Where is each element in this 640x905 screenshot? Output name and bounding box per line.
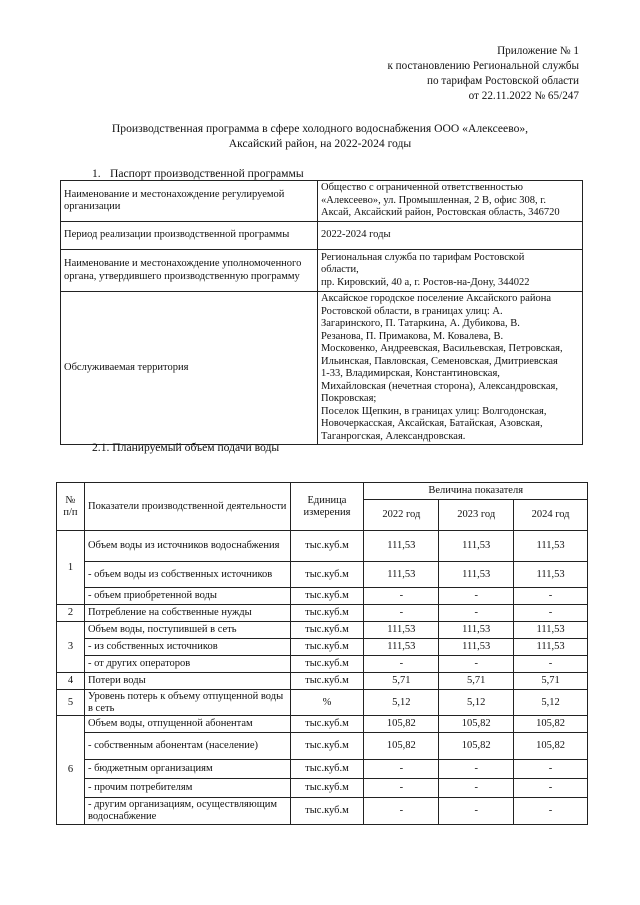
volume-table	[56, 482, 588, 825]
value-cell: -	[364, 798, 439, 825]
value-cell: 105,82	[439, 733, 514, 760]
table-row	[57, 716, 588, 733]
value-cell: -	[439, 588, 514, 605]
unit-cell: %	[290, 690, 364, 716]
value-line: Новочеркасская, Аксайская, Батайская, Азовская,	[321, 418, 543, 429]
value-cell: -	[439, 760, 514, 779]
table-row	[57, 673, 588, 690]
value-cell: 111,53	[439, 622, 514, 639]
appendix-line: к постановлению Региональной службы	[387, 60, 579, 72]
section-title: Паспорт производственной программы	[110, 167, 304, 180]
value-cell: -	[439, 779, 514, 798]
col-header-indicator: Показатели производственной деятельности	[84, 483, 290, 531]
value-cell: 111,53	[439, 531, 514, 562]
indicator-cell: Потери воды	[84, 673, 290, 690]
value-cell: 5,71	[514, 673, 588, 690]
value-cell: -	[364, 656, 439, 673]
indicator-cell: - прочим потребителям	[84, 779, 290, 798]
value-line: Поселок Щепкин, в границах улиц: Волгодонская,	[321, 405, 547, 417]
value-cell: -	[514, 798, 588, 825]
value-cell: -	[439, 656, 514, 673]
row-number: 2	[57, 605, 85, 622]
indicator-cell: - из собственных источников	[84, 639, 290, 656]
unit-cell: тыс.куб.м	[290, 716, 364, 733]
table-row	[57, 588, 588, 605]
value-cell: 5,12	[439, 690, 514, 716]
unit-cell: тыс.куб.м	[290, 605, 364, 622]
volume-table-body	[57, 531, 588, 825]
value-cell: -	[364, 588, 439, 605]
indicator-cell: Объем воды из источников водоснабжения	[84, 531, 290, 562]
table-row	[57, 733, 588, 760]
value-line: Михайловская (нечетная сторона), Александровская,	[321, 380, 558, 392]
passport-value	[318, 181, 583, 222]
passport-value	[318, 222, 583, 250]
indicator-cell: Объем воды, отпущенной абонентам	[84, 716, 290, 733]
section-title: 2.1. Планируемый объем подачи воды	[92, 441, 280, 454]
table-header-row	[57, 483, 588, 500]
value-line: Аксайское городское поселение Аксайского района	[321, 293, 552, 304]
value-cell: -	[364, 760, 439, 779]
unit-cell: тыс.куб.м	[290, 733, 364, 760]
unit-cell: тыс.куб.м	[290, 588, 364, 605]
table-row	[57, 690, 588, 716]
section-number: 1.	[92, 167, 101, 180]
passport-table	[60, 180, 583, 445]
value-cell: 105,82	[364, 716, 439, 733]
table-row	[61, 250, 583, 292]
value-line: Московенко, Андреевская, Васильевская, Петровская,	[321, 343, 563, 354]
indicator-cell: - собственным абонентам (население)	[84, 733, 290, 760]
value-line: пр. Кировский, 40 а, г. Ростов-на-Дону, 344022	[321, 276, 530, 288]
table-row	[57, 760, 588, 779]
table-row	[57, 531, 588, 562]
value-cell: 105,82	[514, 716, 588, 733]
unit-cell: тыс.куб.м	[290, 639, 364, 656]
unit-cell: тыс.куб.м	[290, 562, 364, 588]
appendix-line: Приложение № 1	[497, 45, 579, 57]
document-title	[60, 121, 580, 151]
indicator-cell: Объем воды, поступившей в сеть	[84, 622, 290, 639]
indicator-cell: Уровень потерь к объему отпущенной воды в сеть	[84, 690, 290, 716]
col-header-value-group: Величина показателя	[364, 483, 588, 500]
col-header-year: 2023 год	[439, 500, 514, 531]
value-cell: 105,82	[439, 716, 514, 733]
value-cell: 111,53	[514, 622, 588, 639]
value-cell: -	[439, 605, 514, 622]
value-line: области,	[321, 264, 359, 276]
unit-cell: тыс.куб.м	[290, 531, 364, 562]
indicator-cell: Потребление на собственные нужды	[84, 605, 290, 622]
appendix-header	[387, 44, 579, 104]
unit-cell: тыс.куб.м	[290, 673, 364, 690]
col-header-num: № п/п	[57, 483, 85, 531]
value-line: Ростовской области, в границах улиц: А.	[321, 305, 503, 317]
indicator-cell: - от других операторов	[84, 656, 290, 673]
passport-label: Наименование и местонахождение уполномоченного органа, утвердившего производственную программу	[61, 250, 318, 292]
passport-label: Наименование и местонахождение регулируемой организации	[61, 181, 318, 222]
row-number: 3	[57, 622, 85, 673]
table-row	[57, 656, 588, 673]
value-line: Таганрогская, Александровская.	[321, 430, 466, 442]
table-row	[61, 181, 583, 222]
title-line: Аксайский район, на 2022-2024 годы	[228, 137, 412, 150]
unit-cell: тыс.куб.м	[290, 656, 364, 673]
value-cell: 5,12	[364, 690, 439, 716]
passport-value	[318, 250, 583, 292]
unit-cell: тыс.куб.м	[290, 760, 364, 779]
value-cell: 111,53	[364, 639, 439, 656]
section-1-heading	[92, 167, 304, 181]
value-cell: 111,53	[514, 531, 588, 562]
table-row	[57, 639, 588, 656]
value-cell: 111,53	[364, 562, 439, 588]
table-row	[57, 798, 588, 825]
value-cell: 105,82	[364, 733, 439, 760]
value-line: Общество с ограниченной ответственностью	[321, 182, 524, 194]
passport-label: Период реализации производственной программы	[61, 222, 318, 250]
indicator-cell: - объем приобретенной воды	[84, 588, 290, 605]
value-cell: -	[439, 798, 514, 825]
value-cell: 111,53	[514, 639, 588, 656]
value-line: Региональная служба по тарифам Ростовской	[321, 251, 525, 263]
table-row	[61, 222, 583, 250]
indicator-cell: - объем воды из собственных источников	[84, 562, 290, 588]
table-row	[57, 622, 588, 639]
value-line: «Алексеево», ул. Промышленная, 2 В, офис 308, г.	[321, 194, 546, 206]
value-line: Покровская;	[321, 393, 377, 404]
col-header-unit: Единица измерения	[290, 483, 364, 531]
passport-label: Обслуживаемая территория	[61, 292, 318, 445]
table-row	[57, 605, 588, 622]
unit-cell: тыс.куб.м	[290, 779, 364, 798]
value-line: Резанова, П. Примакова, М. Ковалева, В.	[321, 330, 504, 342]
row-number: 1	[57, 531, 85, 605]
table-row	[61, 292, 583, 445]
row-number: 6	[57, 716, 85, 825]
title-line: Производственная программа в сфере холодного водоснабжения ООО «Алексеево»,	[111, 122, 529, 135]
appendix-line: от 22.11.2022 № 65/247	[468, 90, 579, 102]
value-cell: 111,53	[364, 622, 439, 639]
value-cell: 111,53	[439, 639, 514, 656]
value-cell: -	[514, 760, 588, 779]
value-line: 1-33, Владимирская, Константиновская,	[321, 368, 500, 379]
value-cell: 111,53	[439, 562, 514, 588]
value-cell: 105,82	[514, 733, 588, 760]
value-cell: 5,12	[514, 690, 588, 716]
value-line: Загаринского, П. Татаркина, А. Дубикова, В.	[321, 318, 520, 329]
value-line: 2022-2024 годы	[321, 229, 391, 241]
value-cell: 111,53	[364, 531, 439, 562]
value-cell: -	[514, 588, 588, 605]
value-cell: -	[364, 605, 439, 622]
section-2-1-heading	[92, 441, 279, 455]
indicator-cell: - бюджетным организациям	[84, 760, 290, 779]
col-header-year: 2024 год	[514, 500, 588, 531]
value-line: Ильинская, Павловская, Семеновская, Дмитриевская	[321, 355, 558, 367]
value-cell: 5,71	[364, 673, 439, 690]
value-cell: 5,71	[439, 673, 514, 690]
appendix-line: по тарифам Ростовской области	[427, 75, 579, 87]
value-cell: -	[364, 779, 439, 798]
table-row	[57, 562, 588, 588]
col-header-year: 2022 год	[364, 500, 439, 531]
value-cell: -	[514, 779, 588, 798]
passport-value	[318, 292, 583, 445]
table-row	[57, 779, 588, 798]
value-cell: 111,53	[514, 562, 588, 588]
value-line: Аксай, Аксайский район, Ростовская область, 346720	[321, 207, 560, 219]
unit-cell: тыс.куб.м	[290, 798, 364, 825]
row-number: 4	[57, 673, 85, 690]
unit-cell: тыс.куб.м	[290, 622, 364, 639]
value-cell: -	[514, 605, 588, 622]
value-cell: -	[514, 656, 588, 673]
row-number: 5	[57, 690, 85, 716]
indicator-cell: - другим организациям, осуществляющим водоснабжение	[84, 798, 290, 825]
